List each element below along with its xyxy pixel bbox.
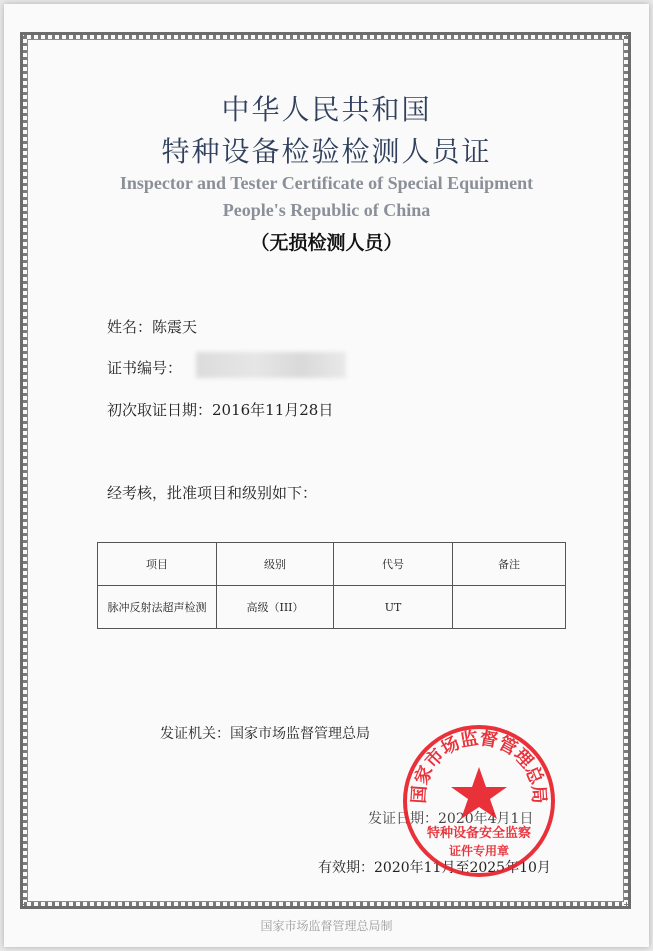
certificate-number-label: 证书编号： bbox=[107, 359, 183, 377]
table-row bbox=[98, 586, 566, 629]
title-english: Inspector and Tester Certificate of Special Equipment bbox=[119, 173, 534, 193]
column-header: 备注 bbox=[453, 543, 566, 586]
table-cell-code: UT bbox=[334, 586, 453, 629]
column-header: 级别 bbox=[217, 543, 334, 586]
table-cell-item: 脉冲反射法超声检测 bbox=[98, 586, 217, 629]
column-header: 代号 bbox=[334, 543, 453, 586]
decorative-border-bottom bbox=[24, 902, 627, 906]
seal-inner-line1: 特种设备安全监察 bbox=[426, 826, 532, 841]
holder-name: 姓名：陈震天 bbox=[107, 318, 198, 336]
issuing-authority: 发证机关：国家市场监督管理总局 bbox=[160, 726, 370, 742]
title-certificate: 特种设备检验检测人员证 bbox=[161, 135, 492, 168]
seal-outer-text: 国家市场监督管理总局 bbox=[408, 727, 550, 805]
first-issue-date: 初次取证日期：2016年11月28日 bbox=[107, 401, 334, 419]
title-country: 中华人民共和国 bbox=[221, 93, 432, 126]
redacted-certificate-number bbox=[196, 352, 346, 378]
validity-period: 有效期：2020年11月至2025年10月 bbox=[318, 860, 551, 876]
table-cell-remarks bbox=[453, 586, 566, 629]
issue-date: 发证日期：2020年4月1日 bbox=[368, 811, 534, 827]
title-english-country: People's Republic of China bbox=[222, 200, 431, 220]
seal-star-icon bbox=[451, 767, 507, 819]
table-header-row bbox=[98, 543, 566, 586]
approval-intro: 经考核，批准项目和级别如下： bbox=[107, 484, 318, 502]
official-seal bbox=[399, 721, 559, 881]
approval-table bbox=[97, 542, 566, 629]
column-header: 项目 bbox=[98, 543, 217, 586]
certificate-category: （无损检测人员） bbox=[250, 232, 403, 254]
footer-maker: 国家市场监督管理总局制 bbox=[260, 919, 393, 933]
table-cell-level: 高级（III） bbox=[217, 586, 334, 629]
seal-inner-line2: 证件专用章 bbox=[448, 844, 510, 858]
